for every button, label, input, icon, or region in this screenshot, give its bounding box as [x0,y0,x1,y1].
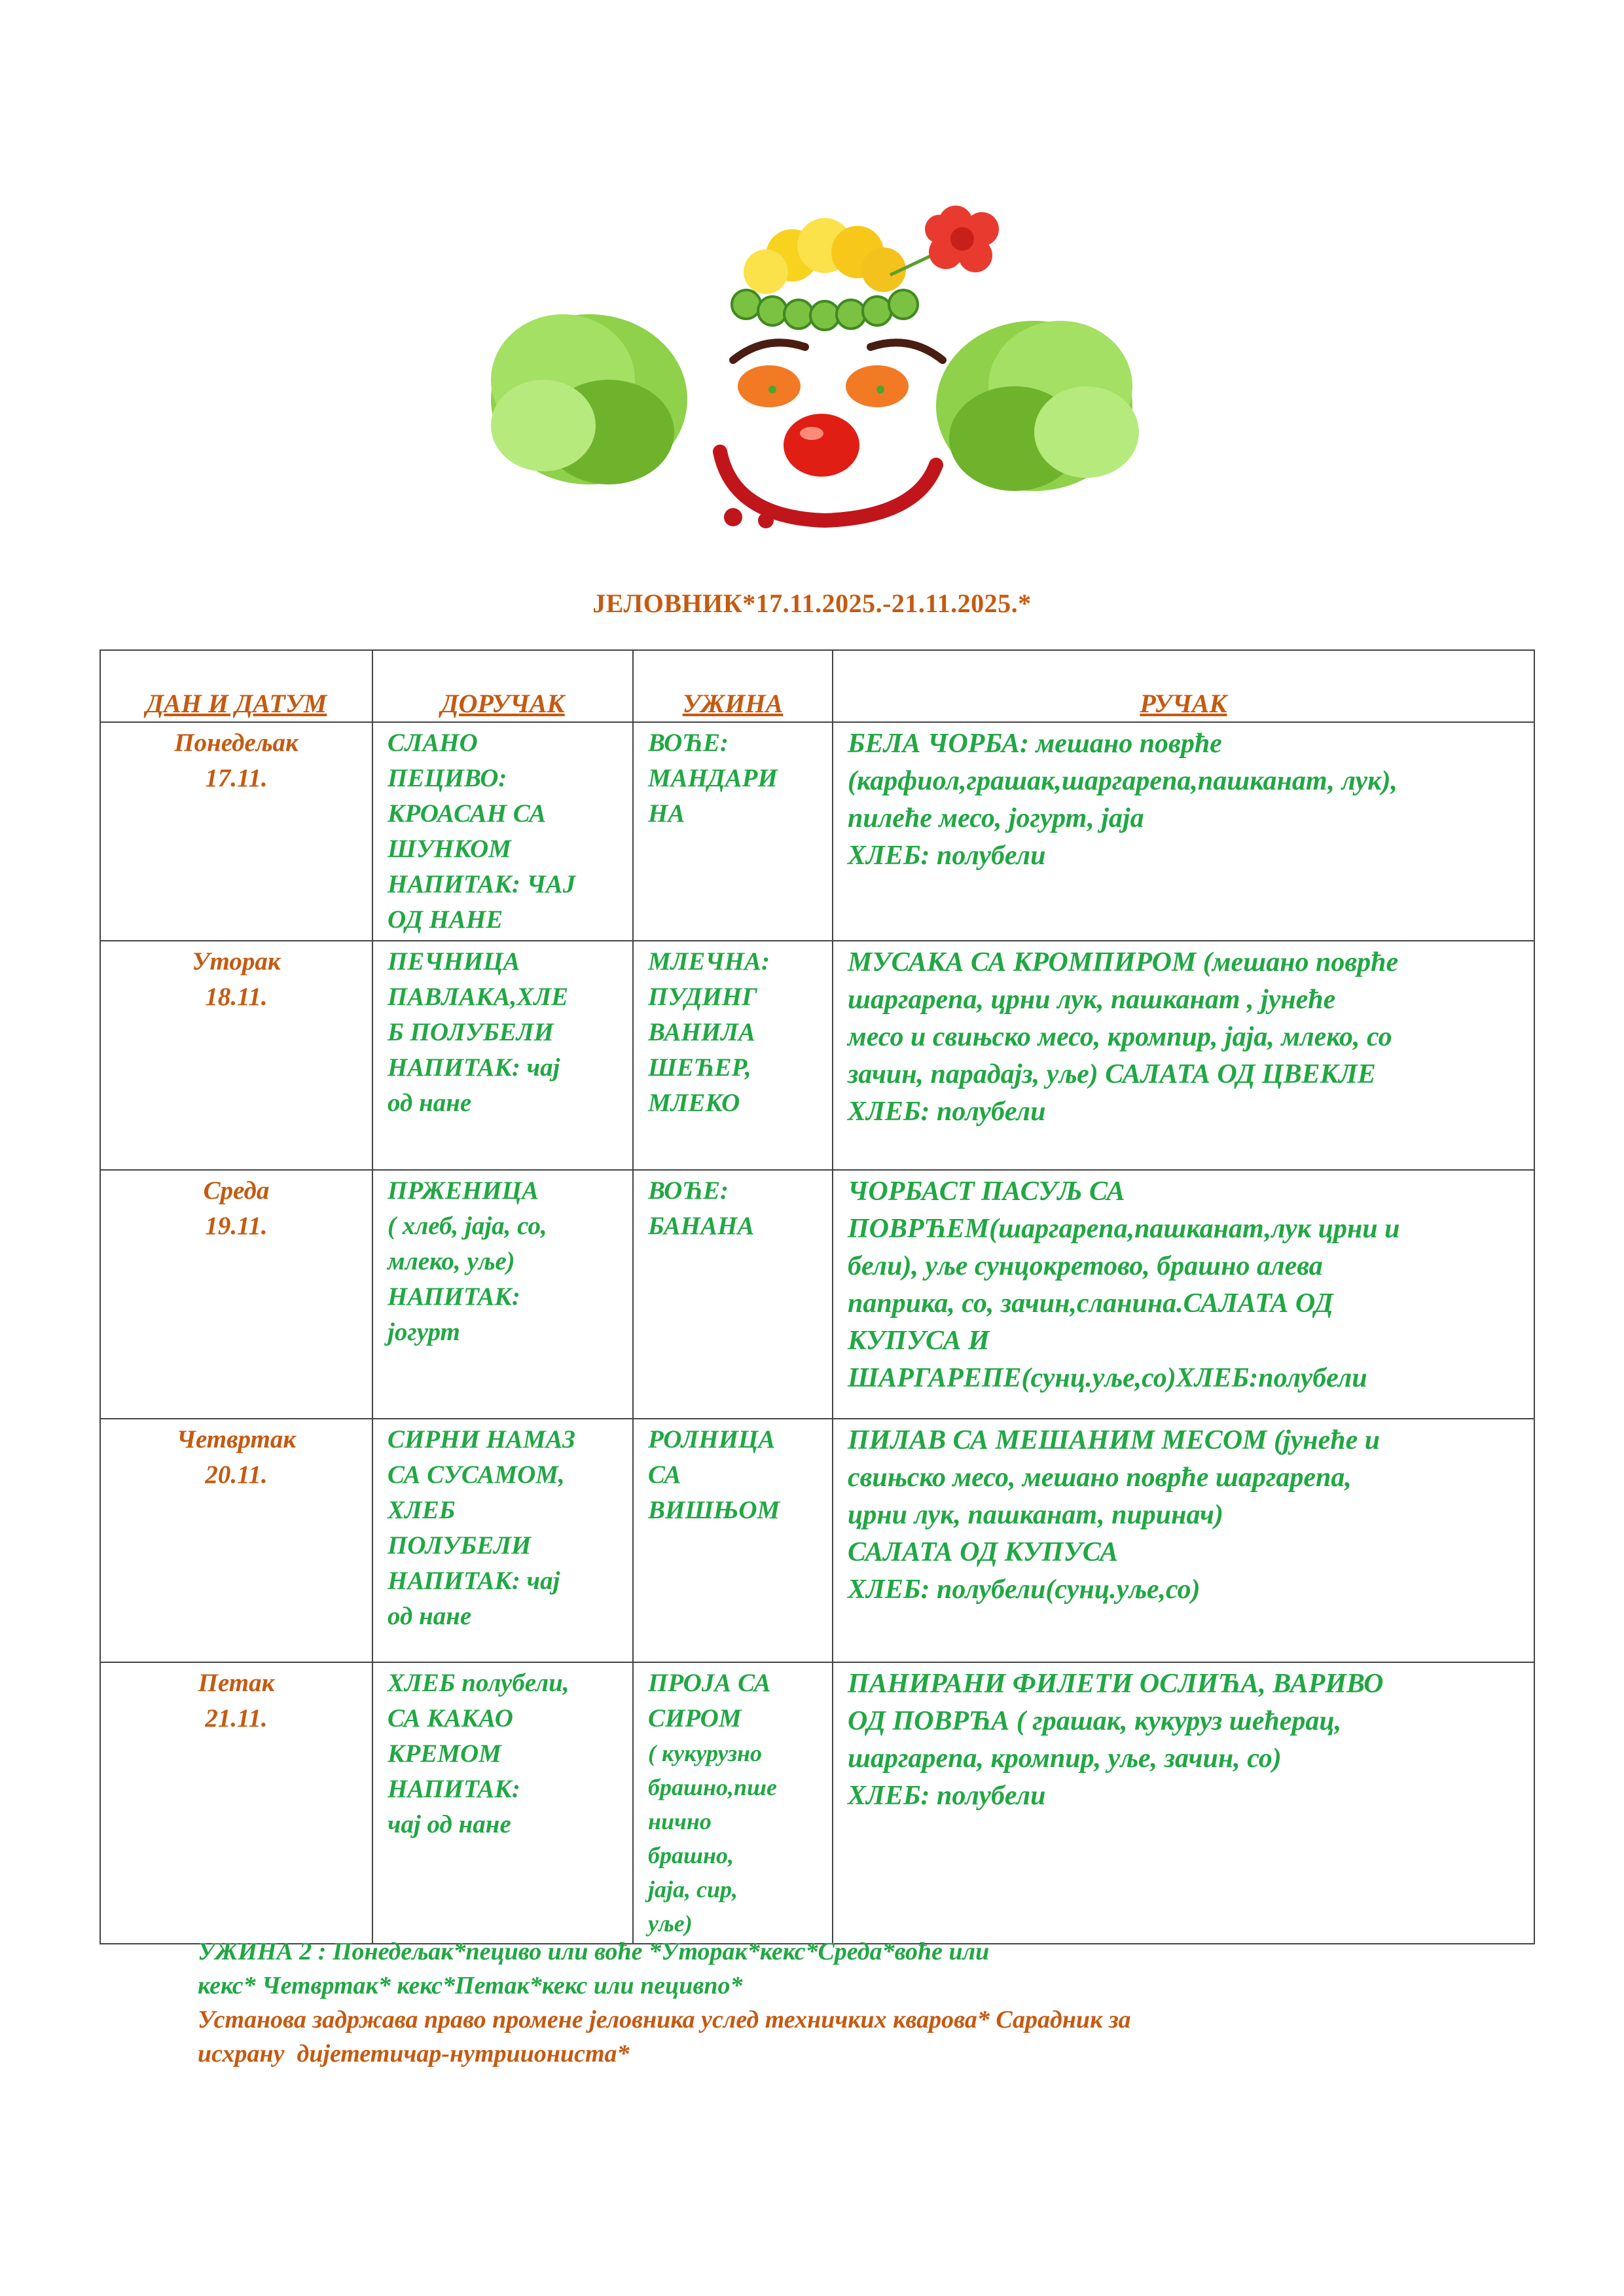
cell-text-line: брашно,пше [648,1774,777,1800]
cell-text-line: бели), уље сунцокретово, брашно алева [848,1251,1323,1281]
cell-text-line: НАПИТАК: чај [388,1567,560,1595]
cell-text-line: ПРЖЕНИЦА [388,1176,539,1205]
cell-text-line: КУПУСА И [848,1326,990,1356]
cell-text-line: од нане [388,1089,472,1117]
breakfast-cell [372,722,633,941]
cell-text-line: БАНАНА [648,1212,755,1240]
cell-text-line: ХЛЕБ: полубели [848,1781,1046,1811]
cell-text-line: зачин, парадајз, уље) САЛАТА ОД ЦВЕКЛЕ [848,1059,1376,1089]
lunch-cell [833,1170,1534,1419]
cell-text-line: ВОЋЕ: [648,1176,729,1205]
lunch-cell [833,1662,1534,1944]
cell-text-line: ВИШЊОМ [648,1496,780,1524]
cell-text-line: месо и свињско месо, кромпир, јаја, млеко, со [848,1022,1392,1052]
cell-text-line: паприка, со, зачин,сланина.САЛАТА ОД [848,1288,1333,1319]
cell-text-line: пилеће месо, јогурт, јаја [848,803,1144,833]
eyebrow-right-icon [871,342,943,360]
cell-text-line: НАПИТАК: [388,1775,520,1803]
cell-text-line: ПОЛУБЕЛИ [388,1531,532,1559]
cell-text-line: (карфиол,грашак,шаргарепа,пашканат, лук), [848,766,1398,796]
table-row [100,941,1534,1170]
day-name: Среда [203,1176,270,1205]
cell-text-line: Б ПОЛУБЕЛИ [388,1018,554,1046]
cell-text-line: шаргарепа, кромпир, уље, зачин, со) [848,1743,1282,1774]
cell-text-line: МЛЕЧНА: [648,947,770,975]
cell-text-line: нично [648,1808,712,1834]
cell-text-line: ПАНИРАНИ ФИЛЕТИ ОСЛИЋА, ВАРИВО [848,1669,1384,1699]
snack-cell [633,941,833,1170]
menu-notes [198,1935,1441,2071]
cell-text-line: СА [648,1461,681,1489]
carrot-eye-left-icon [738,365,801,407]
cell-text-line: КРЕМОМ [388,1740,501,1768]
lettuce-right-icon [936,321,1139,491]
lunch-cell [833,722,1534,941]
table-row [100,1662,1534,1944]
strawberry-flower-icon [890,206,999,275]
cell-text-line: ПИЛАВ СА МЕШАНИМ МЕСОМ (јунеће и [848,1425,1380,1455]
cell-text-line: ХЛЕБ: полубели [848,841,1046,871]
cell-text-line: ХЛЕБ: полубели(сунц.уље,со) [848,1575,1200,1605]
cell-text-line: НАПИТАК: чај [388,1053,560,1082]
snack-cell [633,1170,833,1419]
day-name: Уторак [192,947,281,975]
day-cell [100,1170,372,1419]
vegetable-clown-illustration [458,190,1165,570]
cell-text-line: НАПИТАК: ЧАЈ [388,870,576,898]
day-date: 18.11. [205,983,268,1011]
cell-text-line: ШЕЋЕР, [648,1053,751,1082]
lettuce-left-icon [491,314,687,484]
lunch-cell [833,941,1534,1170]
cell-text-line: јаја, сир, [648,1876,738,1903]
cell-text-line: свињско месо, мешано поврће шаргарепа, [848,1463,1352,1493]
cell-text-line: ПАВЛАКА,ХЛЕ [388,983,569,1011]
breakfast-cell [372,941,633,1170]
cell-text-line: САЛАТА ОД КУПУСА [848,1537,1119,1567]
header-lunch: РУЧАК [833,650,1534,722]
cell-text-line: чај од нане [388,1810,511,1838]
day-date: 20.11. [205,1461,268,1489]
cell-text-line: ХЛЕБ [388,1496,456,1524]
cell-text-line: млеко, уље) [388,1247,515,1275]
cell-text-line: ХЛЕБ: полубели [848,1097,1046,1127]
cell-text-line: СЛАНО [388,729,478,757]
cell-text-line: НА [648,799,685,828]
day-name: Петак [198,1669,275,1697]
cell-text-line: СИРНИ НАМАЗ [388,1425,575,1453]
cell-text-line: шаргарепа, црни лук, пашканат , јунеће [848,985,1336,1015]
cell-text-line: СИРОМ [648,1704,742,1732]
breakfast-cell [372,1170,633,1419]
cell-text-line: МЛЕКО [648,1089,740,1117]
day-cell [100,1662,372,1944]
cell-text-line: од нане [388,1602,472,1630]
snack2-note-line: кекс* Четвртак* кекс*Петак*кекс или пецивпо* [198,1972,743,1999]
cell-text-line: брашно, [648,1842,734,1868]
day-date: 19.11. [205,1212,268,1240]
day-date: 17.11. [205,764,268,792]
cell-text-line: ВОЋЕ: [648,729,729,757]
header-snack: УЖИНА [633,650,833,722]
cell-text-line: ОД ПОВРЋА ( грашак, кукуруз шећерац, [848,1706,1342,1736]
header-day-date: ДАН И ДАТУМ [100,650,372,722]
weekly-menu-table [99,649,1535,1944]
cell-text-line: ПРОЈА СА [648,1669,771,1697]
cell-text-line: РОЛНИЦА [648,1425,776,1453]
cell-text-line: МУСАКА СА КРОМПИРОМ (мешано поврће [848,947,1399,977]
breakfast-cell [372,1662,633,1944]
day-cell [100,941,372,1170]
tomato-nose-icon [784,414,859,477]
table-row [100,722,1534,941]
cell-text-line: ПУДИНГ [648,983,757,1011]
cell-text-line: јогурт [388,1318,460,1346]
cell-text-line: КРОАСАН СА [388,799,547,828]
breakfast-cell [372,1419,633,1662]
table-row [100,1170,1534,1419]
disclaimer-note-line: Установа задржава право промене јеловника услед техничких кварова* Сарадник за [198,2006,1131,2033]
day-cell [100,1419,372,1662]
cell-text-line: БЕЛА ЧОРБА: мешано поврће [848,729,1222,759]
cell-text-line: ПЕЧНИЦА [388,947,520,975]
lunch-cell [833,1419,1534,1662]
cell-text-line: ОД НАНЕ [388,905,503,934]
day-date: 21.11. [205,1704,268,1732]
day-cell [100,722,372,941]
day-name: Понедељак [174,729,298,757]
cell-text-line: ПОВРЋЕМ(шаргарепа,пашканат,лук црни и [848,1214,1400,1244]
cell-text-line: ХЛЕБ полубели, [388,1669,569,1697]
carrot-eye-right-icon [846,365,909,407]
table-row [100,1419,1534,1662]
cell-text-line: НАПИТАК: [388,1283,520,1311]
snack-cell [633,1419,833,1662]
cell-text-line: ВАНИЛА [648,1018,755,1046]
cell-text-line: ( хлеб, јаја, со, [388,1212,547,1240]
eyebrow-left-icon [733,342,805,360]
snack-cell [633,1662,833,1944]
day-name: Четвртак [176,1425,297,1453]
lemon-hat-icon [744,218,906,294]
header-breakfast: ДОРУЧАК [372,650,633,722]
cell-text-line: ( кукурузно [648,1740,763,1766]
cell-text-line: ПЕЦИВО: [388,764,507,792]
cucumber-brim-icon [732,290,918,330]
cell-text-line: ШАРГАРЕПЕ(сунц.уље,со)ХЛЕБ:полубели [848,1363,1367,1393]
cell-text-line: ЧОРБАСТ ПАСУЉ СА [848,1176,1125,1207]
snack-cell [633,722,833,941]
cell-text-line: црни лук, пашканат, пиринач) [848,1500,1223,1530]
cell-text-line: МАНДАРИ [648,764,778,792]
menu-title: ЈЕЛОВНИК*17.11.2025.-21.11.2025.* [592,589,1032,618]
table-header-row [100,650,1534,722]
snack2-note-line: УЖИНА 2 : Понедељак*пециво или воће *Уторак*кекс*Среда*воће или [198,1938,990,1965]
cell-text-line: уље) [648,1910,693,1937]
cell-text-line: СА КАКАО [388,1704,513,1732]
cell-text-line: ШУНКОМ [388,835,511,863]
disclaimer-note-line: исхрану дијететичар-нутрииониста* [198,2040,630,2068]
cell-text-line: СА СУСАМОМ, [388,1461,565,1489]
